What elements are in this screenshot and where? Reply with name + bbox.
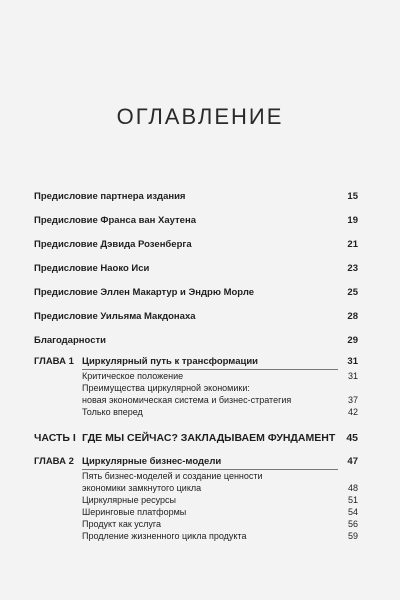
part-title: ГДЕ МЫ СЕЙЧАС? ЗАКЛАДЫВАЕМ ФУНДАМЕНТ (82, 432, 336, 444)
chapter-title: Циркулярный путь к трансформации (82, 356, 259, 367)
chapter-title: Циркулярные бизнес-модели (82, 456, 222, 467)
part-page: 45 (346, 432, 358, 444)
chapter-label: ГЛАВА 1 (34, 356, 74, 367)
entry-page: 15 (347, 191, 358, 202)
chapter-2 (34, 456, 358, 542)
entry-page: 28 (347, 311, 358, 322)
part-1-heading[interactable] (34, 432, 358, 444)
subsection-page: 48 (347, 483, 358, 493)
entry-title: Предисловие Эллен Макартур и Эндрю Морле (34, 287, 255, 298)
toc-entry[interactable] (34, 239, 358, 250)
subsection-entry[interactable] (82, 394, 358, 406)
entry-page: 21 (347, 239, 358, 250)
entry-title: Благодарности (34, 335, 106, 346)
subsection-entry[interactable] (82, 382, 358, 394)
entry-title: Предисловие Франса ван Хаутена (34, 215, 196, 226)
subsection-entry[interactable] (82, 370, 358, 382)
subsection-page: 59 (347, 531, 358, 541)
entry-page: 23 (347, 263, 358, 274)
subsection-title: Шеринговые платформы (82, 507, 187, 517)
subsection-entry[interactable] (82, 518, 358, 530)
chapter-label: ГЛАВА 2 (34, 456, 74, 467)
subsection-page: 51 (347, 495, 358, 505)
toc-entry[interactable] (34, 215, 358, 226)
part-label: ЧАСТЬ I (34, 432, 76, 444)
toc-entry[interactable] (34, 191, 358, 202)
chapter-heading[interactable] (34, 456, 358, 467)
chapter-page: 47 (347, 456, 358, 467)
subsection-entry[interactable] (82, 470, 358, 482)
entry-title: Предисловие Дэвида Розенберга (34, 239, 192, 250)
subsection-entry[interactable] (82, 494, 358, 506)
page-title: ОГЛАВЛЕНИЕ (116, 104, 284, 129)
entry-title: Предисловие партнера издания (34, 191, 186, 202)
subsection-title: Продукт как услуга (82, 519, 162, 529)
entry-title: Предисловие Наоко Иси (34, 263, 150, 274)
subsection-entry[interactable] (82, 482, 358, 494)
subsection-title: экономики замкнутого цикла (82, 483, 202, 493)
subsection-title: новая экономическая система и бизнес-стратегия (82, 395, 292, 405)
table-of-contents (34, 191, 358, 542)
chapter-page: 31 (347, 356, 358, 367)
entry-page: 25 (347, 287, 358, 298)
subsection-page: 37 (347, 395, 358, 405)
chapter-heading[interactable] (34, 356, 358, 367)
entry-page: 29 (347, 335, 358, 346)
subsection-entry[interactable] (82, 530, 358, 542)
subsection-page: 56 (347, 519, 358, 529)
toc-entry[interactable] (34, 311, 358, 322)
subsection-entry[interactable] (82, 406, 358, 418)
subsection-page: 54 (347, 507, 358, 517)
toc-entry[interactable] (34, 335, 358, 346)
subsection-entry[interactable] (82, 506, 358, 518)
entry-page: 19 (347, 215, 358, 226)
subsection-title: Пять бизнес-моделей и создание ценности (82, 471, 263, 481)
subsection-page: 31 (347, 371, 358, 381)
subsection-title: Только вперед (82, 407, 143, 417)
toc-entry[interactable] (34, 263, 358, 274)
subsection-title: Циркулярные ресурсы (82, 495, 176, 505)
subsection-title: Продление жизненного цикла продукта (82, 531, 247, 541)
toc-entry[interactable] (34, 287, 358, 298)
subsection-title: Преимущества циркулярной экономики: (82, 383, 250, 393)
subsection-page: 42 (347, 407, 358, 417)
chapter-1 (34, 356, 358, 418)
entry-title: Предисловие Уильяма Макдонаха (34, 311, 196, 322)
subsection-title: Критическое положение (82, 371, 184, 381)
